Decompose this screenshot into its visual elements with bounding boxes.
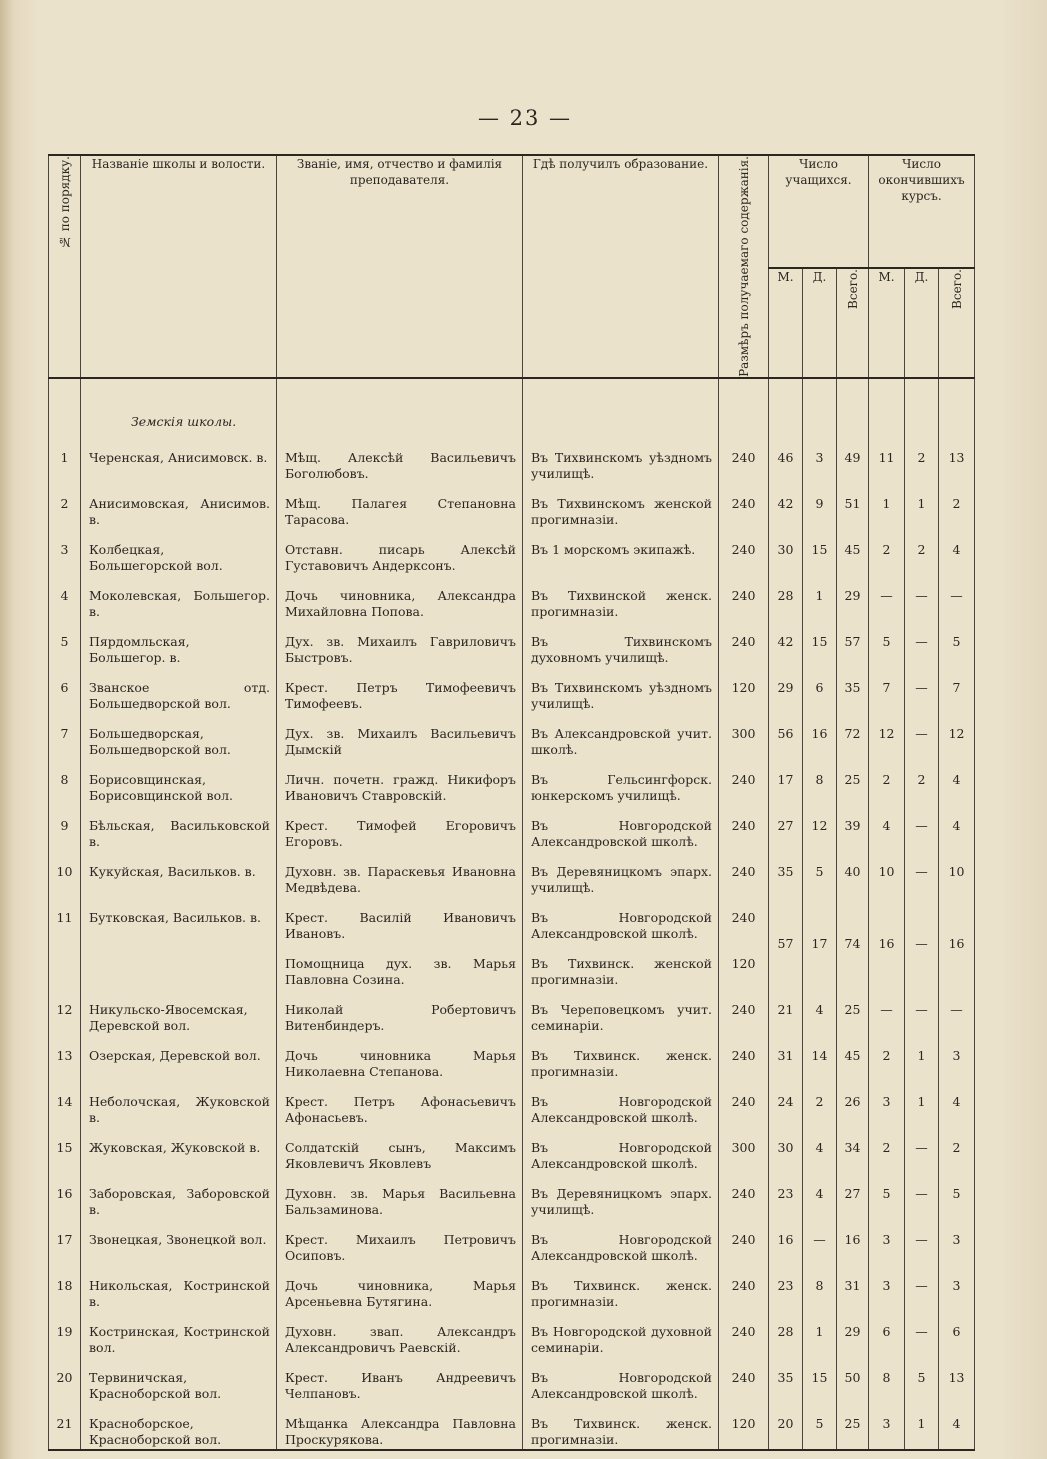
graduates-m: 16 (869, 898, 905, 990)
education: Въ Новгородской Александровской школѣ. (523, 1082, 719, 1128)
teacher-name: Мѣщ. Алексѣй Васильевичъ Боголюбовъ. (277, 438, 523, 484)
school-name: Бутковская, Васильков. в. (81, 898, 277, 990)
graduates-d: — (905, 622, 939, 668)
school-name: Моколевская, Большегор. в. (81, 576, 277, 622)
graduates-d: — (905, 852, 939, 898)
header-students-d: Д. (803, 268, 837, 378)
graduates-m: 12 (869, 714, 905, 760)
students-total: 50 (837, 1358, 869, 1404)
students-total: 29 (837, 576, 869, 622)
students-total: 16 (837, 1220, 869, 1266)
graduates-m: 5 (869, 622, 905, 668)
school-name: Неболочская, Жуковской в. (81, 1082, 277, 1128)
teacher-name: Крест. Михаилъ Петровичъ Осиповъ. (277, 1220, 523, 1266)
table-row (49, 806, 975, 852)
students-m: 31 (769, 1036, 803, 1082)
students-d: 3 (803, 438, 837, 484)
table-row (49, 668, 975, 714)
students-m: 24 (769, 1082, 803, 1128)
page-number: — 23 — (477, 106, 573, 130)
teacher-name: Дочь чиновника Марья Николаевна Степанова. (277, 1036, 523, 1082)
salary: 240 (719, 622, 769, 668)
graduates-m: 3 (869, 1266, 905, 1312)
teacher-name: Крест. Василій Ивановичъ Ивановъ. (277, 898, 523, 944)
students-d: 5 (803, 1404, 837, 1450)
students-d: 15 (803, 1358, 837, 1404)
row-number: 7 (49, 714, 81, 760)
graduates-total: 7 (939, 668, 975, 714)
school-name: Тервиничская, Красноборской вол. (81, 1358, 277, 1404)
graduates-m: 1 (869, 484, 905, 530)
students-m: 23 (769, 1174, 803, 1220)
row-number: 6 (49, 668, 81, 714)
graduates-total: 6 (939, 1312, 975, 1358)
students-m: 30 (769, 1128, 803, 1174)
education: Въ Тихвинск. женск. прогимназіи. (523, 1036, 719, 1082)
teacher-name: Мѣщ. Палагея Степановна Тарасова. (277, 484, 523, 530)
row-number: 20 (49, 1358, 81, 1404)
students-m: 42 (769, 484, 803, 530)
graduates-d: — (905, 1174, 939, 1220)
education: Въ Череповецкомъ учит. семинаріи. (523, 990, 719, 1036)
students-d: 8 (803, 760, 837, 806)
education: Въ 1 морскомъ экипажѣ. (523, 530, 719, 576)
students-d: 2 (803, 1082, 837, 1128)
teacher-name: Крест. Иванъ Андреевичъ Челпановъ. (277, 1358, 523, 1404)
school-name: Пярдомльская, Большегор. в. (81, 622, 277, 668)
table-row (49, 1312, 975, 1358)
school-name: Борисовщинская, Борисовщинской вол. (81, 760, 277, 806)
teacher-name: Отставн. писарь Алексѣй Густавовичъ Андерксонъ. (277, 530, 523, 576)
salary: 240 (719, 484, 769, 530)
graduates-m: 10 (869, 852, 905, 898)
graduates-d: — (905, 1312, 939, 1358)
table-row (49, 852, 975, 898)
teacher-name: Крест. Петръ Тимофеевичъ Тимофеевъ. (277, 668, 523, 714)
teacher-name: Николай Робертовичъ Витенбиндеръ. (277, 990, 523, 1036)
education: Въ Новгородской Александровской школѣ. (523, 898, 719, 944)
row-number: 11 (49, 898, 81, 990)
graduates-d: — (905, 806, 939, 852)
school-name: Озерская, Деревской вол. (81, 1036, 277, 1082)
graduates-total: 13 (939, 438, 975, 484)
table-row (49, 438, 975, 484)
assistant-salary: 120 (719, 944, 769, 990)
school-name: Большедворская, Большедворской вол. (81, 714, 277, 760)
table-row (49, 760, 975, 806)
students-d: 16 (803, 714, 837, 760)
students-total: 29 (837, 1312, 869, 1358)
students-total: 25 (837, 1404, 869, 1450)
row-number: 15 (49, 1128, 81, 1174)
students-m: 28 (769, 576, 803, 622)
graduates-total: 13 (939, 1358, 975, 1404)
school-name: Никульско-Явосемская, Деревской вол. (81, 990, 277, 1036)
table-row (49, 1128, 975, 1174)
education: Въ Александровской учит. школѣ. (523, 714, 719, 760)
graduates-d: — (905, 668, 939, 714)
salary: 240 (719, 1036, 769, 1082)
students-total: 39 (837, 806, 869, 852)
students-total: 49 (837, 438, 869, 484)
row-number: 21 (49, 1404, 81, 1450)
table-row (49, 622, 975, 668)
header-graduates-m: М. (869, 268, 905, 378)
table-row (49, 1358, 975, 1404)
graduates-m: 2 (869, 760, 905, 806)
teacher-name: Дочь чиновника, Марья Арсеньевна Бутягина. (277, 1266, 523, 1312)
row-number: 12 (49, 990, 81, 1036)
graduates-total: 10 (939, 852, 975, 898)
header-teacher: Званіе, имя, отчество и фамилія преподавателя. (277, 155, 523, 378)
header-graduates-d: Д. (905, 268, 939, 378)
assistant-education: Въ Тихвинск. женской прогимназіи. (523, 944, 719, 990)
students-total: 51 (837, 484, 869, 530)
graduates-d: 1 (905, 1404, 939, 1450)
students-d: 9 (803, 484, 837, 530)
graduates-total: — (939, 576, 975, 622)
graduates-total: 4 (939, 1404, 975, 1450)
students-total: 45 (837, 1036, 869, 1082)
students-total: 74 (837, 898, 869, 990)
table-row (49, 484, 975, 530)
graduates-m: — (869, 576, 905, 622)
schools-table (48, 154, 975, 1451)
students-total: 27 (837, 1174, 869, 1220)
table-row (49, 990, 975, 1036)
students-total: 25 (837, 760, 869, 806)
graduates-d: — (905, 1128, 939, 1174)
salary: 300 (719, 1128, 769, 1174)
school-name: Званское отд. Большедворской вол. (81, 668, 277, 714)
graduates-m: 2 (869, 1036, 905, 1082)
header-salary: Размѣръ получаемаго содержанія. (719, 155, 769, 378)
teacher-name: Крест. Тимофей Егоровичъ Егоровъ. (277, 806, 523, 852)
students-m: 23 (769, 1266, 803, 1312)
students-d: 1 (803, 576, 837, 622)
table-row (49, 530, 975, 576)
table-row (49, 1082, 975, 1128)
teacher-name: Крест. Петръ Афонасьевичъ Афонасьевъ. (277, 1082, 523, 1128)
section-title: Земскія школы. (81, 402, 277, 438)
graduates-m: 6 (869, 1312, 905, 1358)
education: Въ Тихвинск. женск. прогимназіи. (523, 1404, 719, 1450)
graduates-d: — (905, 1266, 939, 1312)
graduates-total: 3 (939, 1036, 975, 1082)
salary: 240 (719, 576, 769, 622)
salary: 240 (719, 1358, 769, 1404)
graduates-total: 4 (939, 530, 975, 576)
salary: 240 (719, 438, 769, 484)
students-total: 72 (837, 714, 869, 760)
row-number: 3 (49, 530, 81, 576)
graduates-m: 7 (869, 668, 905, 714)
teacher-name: Духовн. звап. Александръ Александровичъ Раевскій. (277, 1312, 523, 1358)
students-d: 1 (803, 1312, 837, 1358)
salary: 120 (719, 1404, 769, 1450)
header-num: № по порядку. (49, 155, 81, 378)
graduates-d: 5 (905, 1358, 939, 1404)
salary: 240 (719, 1266, 769, 1312)
education: Въ Новгородской духовной семинаріи. (523, 1312, 719, 1358)
education: Въ Тихвинской женск. прогимназіи. (523, 576, 719, 622)
salary: 240 (719, 1174, 769, 1220)
graduates-d: — (905, 714, 939, 760)
graduates-m: 5 (869, 1174, 905, 1220)
row-number: 2 (49, 484, 81, 530)
salary: 240 (719, 1220, 769, 1266)
graduates-d: 2 (905, 530, 939, 576)
graduates-total: 5 (939, 622, 975, 668)
students-m: 21 (769, 990, 803, 1036)
school-name: Костринская, Костринской вол. (81, 1312, 277, 1358)
graduates-total: 3 (939, 1266, 975, 1312)
teacher-name: Личн. почетн. гражд. Никифоръ Ивановичъ Ставровскій. (277, 760, 523, 806)
graduates-m: 8 (869, 1358, 905, 1404)
salary: 240 (719, 990, 769, 1036)
education: Въ Гельсингфорск. юнкерскомъ училищѣ. (523, 760, 719, 806)
education: Въ Деревяницкомъ эпарх. училищѣ. (523, 1174, 719, 1220)
header-graduates-total: Всего. (939, 268, 975, 378)
header-school: Названіе школы и волости. (81, 155, 277, 378)
graduates-total: 4 (939, 806, 975, 852)
graduates-d: — (905, 990, 939, 1036)
students-m: 27 (769, 806, 803, 852)
row-number: 17 (49, 1220, 81, 1266)
graduates-d: 1 (905, 1082, 939, 1128)
teacher-name: Дочь чиновника, Александра Михайловна Попова. (277, 576, 523, 622)
students-d: 12 (803, 806, 837, 852)
graduates-d: 2 (905, 760, 939, 806)
students-m: 29 (769, 668, 803, 714)
students-d: 4 (803, 1174, 837, 1220)
students-total: 40 (837, 852, 869, 898)
row-number: 10 (49, 852, 81, 898)
education: Въ Тихвинскомъ уѣздномъ училищѣ. (523, 668, 719, 714)
row-number: 5 (49, 622, 81, 668)
header-students-m: М. (769, 268, 803, 378)
students-m: 42 (769, 622, 803, 668)
salary: 240 (719, 1082, 769, 1128)
graduates-m: 3 (869, 1082, 905, 1128)
header-education: Гдѣ получилъ образование. (523, 155, 719, 378)
salary: 240 (719, 898, 769, 944)
table-row (49, 714, 975, 760)
students-m: 57 (769, 898, 803, 990)
row-number: 13 (49, 1036, 81, 1082)
teacher-name: Дух. зв. Михаилъ Васильевичъ Дымскій (277, 714, 523, 760)
students-d: 6 (803, 668, 837, 714)
teacher-name: Духовн. зв. Марья Васильевна Бальзаминова. (277, 1174, 523, 1220)
students-total: 35 (837, 668, 869, 714)
graduates-d: — (905, 898, 939, 990)
graduates-total: — (939, 990, 975, 1036)
table-row (49, 1036, 975, 1082)
school-name: Никольская, Костринской в. (81, 1266, 277, 1312)
salary: 240 (719, 852, 769, 898)
school-name: Черенская, Анисимовск. в. (81, 438, 277, 484)
graduates-m: — (869, 990, 905, 1036)
students-total: 45 (837, 530, 869, 576)
education: Въ Новгородской Александровской школѣ. (523, 1128, 719, 1174)
students-total: 31 (837, 1266, 869, 1312)
students-total: 57 (837, 622, 869, 668)
table-row (49, 1404, 975, 1450)
graduates-m: 11 (869, 438, 905, 484)
education: Въ Деревяницкомъ эпарх. училищѣ. (523, 852, 719, 898)
salary: 240 (719, 1312, 769, 1358)
graduates-total: 3 (939, 1220, 975, 1266)
graduates-total: 2 (939, 1128, 975, 1174)
students-m: 46 (769, 438, 803, 484)
graduates-m: 2 (869, 1128, 905, 1174)
graduates-d: 1 (905, 1036, 939, 1082)
graduates-d: 1 (905, 484, 939, 530)
row-number: 18 (49, 1266, 81, 1312)
students-d: 8 (803, 1266, 837, 1312)
students-m: 20 (769, 1404, 803, 1450)
salary: 300 (719, 714, 769, 760)
table-row (49, 898, 975, 944)
graduates-m: 2 (869, 530, 905, 576)
school-name: Колбецкая, Большегорской вол. (81, 530, 277, 576)
education: Въ Тихвинскомъ духовномъ училищѣ. (523, 622, 719, 668)
students-m: 17 (769, 760, 803, 806)
education: Въ Новгородской Александровской школѣ. (523, 1220, 719, 1266)
school-name: Кукуйская, Васильков. в. (81, 852, 277, 898)
header-students: Число учащихся. (769, 155, 869, 268)
students-d: 15 (803, 530, 837, 576)
students-m: 35 (769, 1358, 803, 1404)
students-m: 56 (769, 714, 803, 760)
table-row (49, 1174, 975, 1220)
teacher-name: Мѣщанка Александра Павловна Проскурякова. (277, 1404, 523, 1450)
header-graduates: Число окончившихъ курсъ. (869, 155, 975, 268)
header-students-total: Всего. (837, 268, 869, 378)
school-name: Звонецкая, Звонецкой вол. (81, 1220, 277, 1266)
row-number: 4 (49, 576, 81, 622)
graduates-d: — (905, 1220, 939, 1266)
education: Въ Тихвинскомъ уѣздномъ училищѣ. (523, 438, 719, 484)
graduates-m: 4 (869, 806, 905, 852)
students-total: 25 (837, 990, 869, 1036)
school-name: Бѣльская, Васильковской в. (81, 806, 277, 852)
graduates-d: — (905, 576, 939, 622)
salary: 240 (719, 806, 769, 852)
students-d: 15 (803, 622, 837, 668)
students-d: — (803, 1220, 837, 1266)
education: Въ Тихвинскомъ женской прогимназіи. (523, 484, 719, 530)
salary: 240 (719, 760, 769, 806)
graduates-total: 2 (939, 484, 975, 530)
graduates-total: 5 (939, 1174, 975, 1220)
school-name: Анисимовская, Анисимов. в. (81, 484, 277, 530)
students-m: 35 (769, 852, 803, 898)
school-name: Жуковская, Жуковской в. (81, 1128, 277, 1174)
graduates-total: 12 (939, 714, 975, 760)
school-name: Красноборское, Краснoборской вол. (81, 1404, 277, 1450)
students-d: 17 (803, 898, 837, 990)
students-total: 34 (837, 1128, 869, 1174)
graduates-total: 4 (939, 760, 975, 806)
students-m: 28 (769, 1312, 803, 1358)
education: Въ Тихвинск. женск. прогимназіи. (523, 1266, 719, 1312)
education: Въ Новгородской Александровской школѣ. (523, 806, 719, 852)
students-d: 4 (803, 990, 837, 1036)
students-m: 30 (769, 530, 803, 576)
salary: 240 (719, 530, 769, 576)
row-number: 9 (49, 806, 81, 852)
assistant-teacher-name: Помощница дух. зв. Марья Павловна Созина. (277, 944, 523, 990)
students-m: 16 (769, 1220, 803, 1266)
table-row (49, 1266, 975, 1312)
teacher-name: Духовн. зв. Параскевья Ивановна Медвѣдева. (277, 852, 523, 898)
education: Въ Новгородской Александровской школѣ. (523, 1358, 719, 1404)
row-number: 8 (49, 760, 81, 806)
teacher-name: Солдатскій сынъ, Максимъ Яковлевичъ Яковлевъ (277, 1128, 523, 1174)
school-name: Заборовская, Заборовской в. (81, 1174, 277, 1220)
graduates-m: 3 (869, 1220, 905, 1266)
students-d: 14 (803, 1036, 837, 1082)
table-row (49, 1220, 975, 1266)
students-total: 26 (837, 1082, 869, 1128)
teacher-name: Дух. зв. Михаилъ Гавриловичъ Быстровъ. (277, 622, 523, 668)
row-number: 16 (49, 1174, 81, 1220)
graduates-total: 16 (939, 898, 975, 990)
students-d: 5 (803, 852, 837, 898)
graduates-m: 3 (869, 1404, 905, 1450)
table-row (49, 576, 975, 622)
salary: 120 (719, 668, 769, 714)
graduates-total: 4 (939, 1082, 975, 1128)
row-number: 14 (49, 1082, 81, 1128)
row-number: 1 (49, 438, 81, 484)
row-number: 19 (49, 1312, 81, 1358)
graduates-d: 2 (905, 438, 939, 484)
students-d: 4 (803, 1128, 837, 1174)
